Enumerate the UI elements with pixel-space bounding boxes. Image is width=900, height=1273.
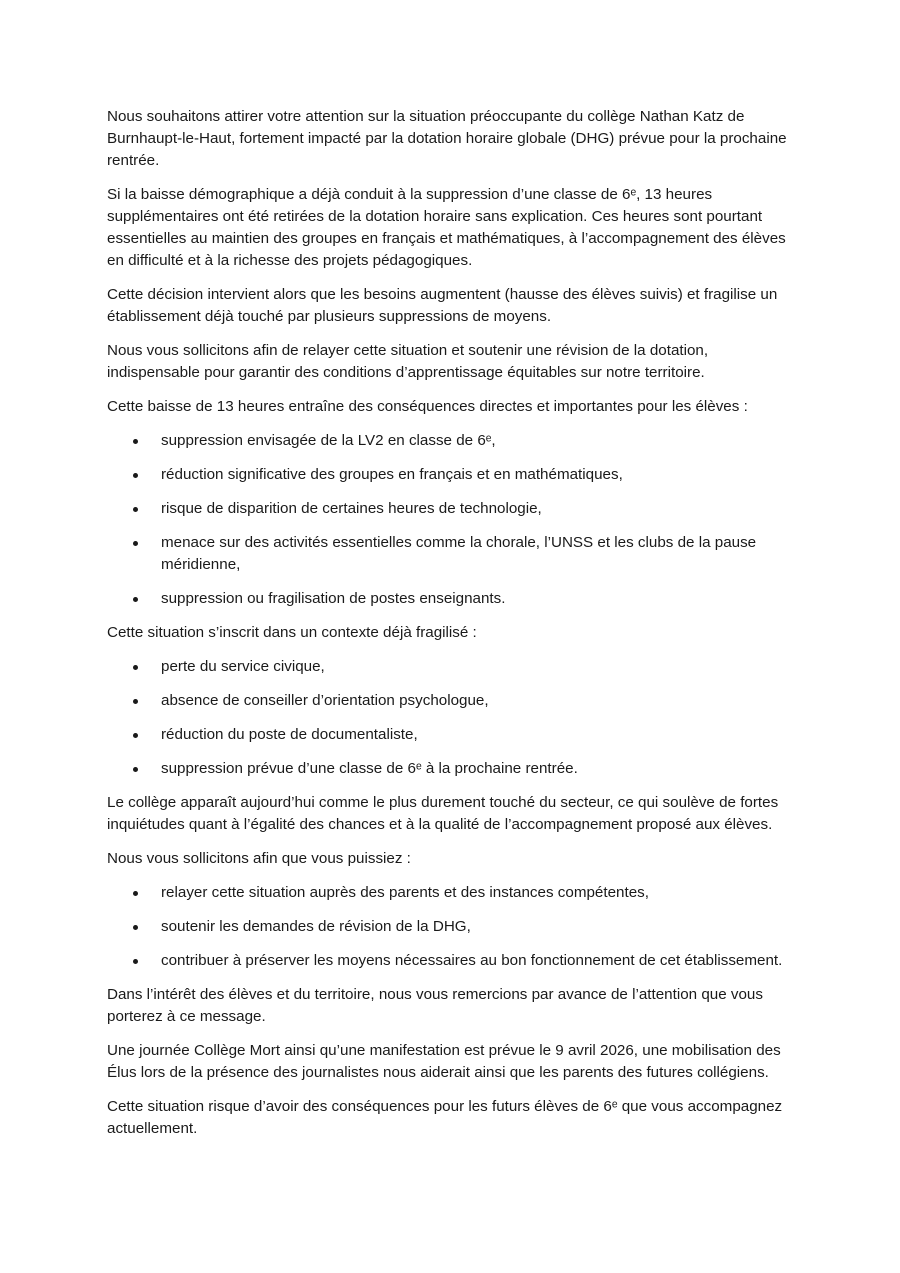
list-item-text: suppression ou fragilisation de postes enseignants. [161, 590, 506, 607]
bullet-icon [133, 891, 138, 896]
list-item-text: absence de conseiller d’orientation psychologue, [161, 692, 489, 709]
paragraph-closing: Cette situation risque d’avoir des conséquences pour les futurs élèves de 6ᵉ que vous accompagnez actuellement. [107, 1098, 783, 1137]
list-item [107, 916, 797, 938]
bullet-icon [133, 925, 138, 930]
list-item-text: menace sur des activités essentielles comme la chorale, l’UNSS et les clubs de la pause méridienne, [161, 534, 757, 573]
paragraph-consequences-intro: Cette baisse de 13 heures entraîne des conséquences directes et importantes pour les élèves : [107, 398, 748, 415]
bullet-icon [133, 507, 138, 512]
bullet-icon [133, 439, 138, 444]
list-item-text: perte du service civique, [161, 658, 325, 675]
list-item [107, 724, 797, 746]
paragraph-hours-removed: Si la baisse démographique a déjà conduit à la suppression d’une classe de 6ᵉ, 13 heures supplémentaires ont été retirées de la dotation horaire sans explication. Ces heures sont pourtant essentielles au maintien des groupes en français et mathématiques, à l’accompagnement des élèves en difficulté et à la richesse des projets pédagogiques. [107, 186, 786, 269]
paragraph-request: Nous vous sollicitons afin de relayer cette situation et soutenir une révision de la dotation, indispensable pour garantir des conditions d’apprentissage équitables sur notre territoire. [107, 342, 709, 381]
list-item-text: risque de disparition de certaines heures de technologie, [161, 500, 542, 517]
list-item [107, 950, 797, 972]
bullet-icon [133, 767, 138, 772]
paragraph-thanks: Dans l’intérêt des élèves et du territoire, nous vous remercions par avance de l’attention que vous porterez à ce message. [107, 986, 763, 1025]
paragraph-needs: Cette décision intervient alors que les besoins augmentent (hausse des élèves suivis) et fragilise un établissement déjà touché par plusieurs suppressions de moyens. [107, 286, 778, 325]
list-item [107, 656, 797, 678]
list-item-text: relayer cette situation auprès des parents et des instances compétentes, [161, 884, 649, 901]
list-item [107, 532, 797, 576]
letter-body [107, 106, 797, 1152]
bullet-icon [133, 699, 138, 704]
list-item [107, 758, 797, 780]
bullet-icon [133, 959, 138, 964]
bullet-icon [133, 733, 138, 738]
bullet-icon [133, 473, 138, 478]
demands-list [107, 882, 797, 972]
list-item-text: contribuer à préserver les moyens nécessaires au bon fonctionnement de cet établissement. [161, 952, 783, 969]
list-item-text: suppression prévue d’une classe de 6ᵉ à la prochaine rentrée. [161, 760, 578, 777]
bullet-icon [133, 665, 138, 670]
list-item [107, 498, 797, 520]
context-list [107, 656, 797, 780]
list-item [107, 588, 797, 610]
paragraph-sector: Le collège apparaît aujourd’hui comme le plus durement touché du secteur, ce qui soulève de fortes inquiétudes quant à l’égalité des chances et à la qualité de l’accompagnement proposé aux élèves. [107, 794, 779, 833]
consequences-list [107, 430, 797, 610]
list-item [107, 690, 797, 712]
bullet-icon [133, 597, 138, 602]
paragraph-context-intro: Cette situation s’inscrit dans un contexte déjà fragilisé : [107, 624, 477, 641]
bullet-icon [133, 541, 138, 546]
paragraph-mobilisation: Une journée Collège Mort ainsi qu’une manifestation est prévue le 9 avril 2026, une mobilisation des Élus lors de la présence des journalistes nous aiderait ainsi que les parents des futures collégiens. [107, 1042, 781, 1081]
list-item-text: suppression envisagée de la LV2 en classe de 6ᵉ, [161, 432, 496, 449]
list-item-text: soutenir les demandes de révision de la DHG, [161, 918, 471, 935]
paragraph-intro: Nous souhaitons attirer votre attention sur la situation préoccupante du collège Nathan Katz de Burnhaupt-le-Haut, fortement impacté par la dotation horaire globale (DHG) prévue pour la prochaine rentrée. [107, 108, 787, 169]
list-item-text: réduction du poste de documentaliste, [161, 726, 418, 743]
list-item [107, 430, 797, 452]
list-item [107, 882, 797, 904]
list-item [107, 464, 797, 486]
list-item-text: réduction significative des groupes en français et en mathématiques, [161, 466, 623, 483]
paragraph-demands-intro: Nous vous sollicitons afin que vous puissiez : [107, 850, 411, 867]
